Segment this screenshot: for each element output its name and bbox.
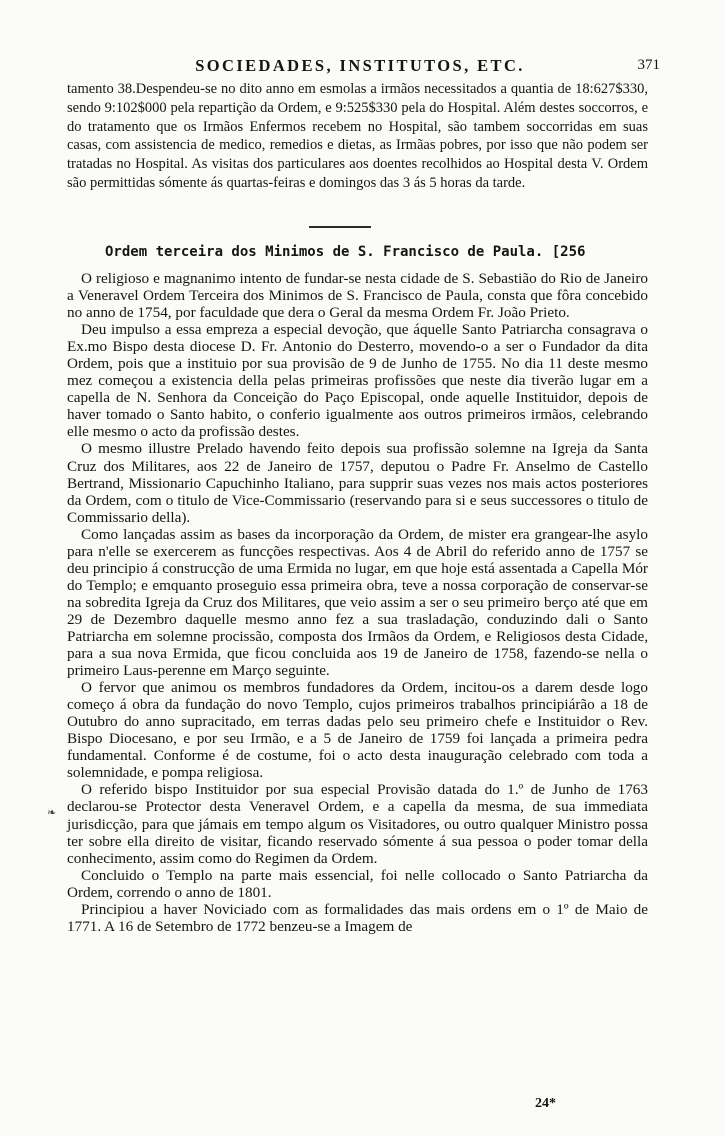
- section-heading: Ordem terceira dos Minimos de S. Francisco de Paula. [256: [105, 244, 586, 260]
- continued-paragraph: tamento 38.Despendeu-se no dito anno em esmolas a irmãos necessitados a quantia de 18:627$330, sendo 9:102$000 pela repartição da Ordem, e 9:525$330 pela do Hospital. Além destes soccorros, e do tratamento que os Irmãos Enfermos recebem no Hospital, são tambem soccorridas em suas casas, com assistencia de medico, remedios e dietas, as Irmãas pobres, por isso que não podem ser tratadas no Hospital. As visitas dos particulares aos doentes recolhidos ao Hospital desta V. Ordem são permittidas sómente ás quartas-feiras e domingos das 3 ás 5 horas da tarde.: [67, 81, 648, 191]
- paragraph: O referido bispo Instituidor por sua especial Provisão datada do 1.º de Junho de 1763 declarou-se Protector desta Veneravel Ordem, e a capella da mesma, de sua immediata jurisdicção, para que jámais em tempo algum os Visitadores, ou outro qualquer Ministro possa ter sobre ella direito de visitar, ficando reservado sómente á sua pessoa o poder tomar della conhecimento, assim como do Regimen da Ordem.: [67, 781, 648, 867]
- paragraph: O fervor que animou os membros fundadores da Ordem, incitou-os a darem desde logo começo á obra da fundação do novo Templo, cujos primeiros trabalhos principiárão a 18 de Outubro do anno supracitado, em terras dadas pelo seu primeiro chefe e Instituidor o Rev. Bispo Diocesano, e por seu Irmão, e a 5 de Janeiro de 1759 foi lançada a primeira pedra fundamental. Conforme é de costume, foi o acto desta inauguração celebrado com toda a solemnidade, e pompa religiosa.: [67, 679, 648, 782]
- paragraph: Principiou a haver Noviciado com as formalidades das mais ordens em o 1º de Maio de 1771. A 16 de Setembro de 1772 benzeu-se a Imagem de: [67, 900, 648, 935]
- running-head: [60, 56, 660, 80]
- continued-text: [67, 80, 648, 193]
- paragraph: Deu impulso a essa empreza a especial devoção, que áquelle Santo Patriarcha consagrava o Ex.mo Bispo desta diocese D. Fr. Antonio do Desterro, movendo-o a ser o Fundador da dita Ordem, pois que a instituio por sua provisão de 9 de Junho de 1755. No dia 11 deste mesmo mez começou a existencia della pelas primeiras profissões que neste dia tiverão lugar em a capella de N. Senhora da Conceição do Paço Episcopal, onde aquelle Instituidor, depois de haver tomado o Santo habito, o conferio igualmente aos outros primeiros irmãos, celebrando elle mesmo o acto da profissão destes.: [67, 321, 648, 441]
- paragraph: Como lançadas assim as bases da incorporação da Ordem, de mister era grangear-lhe asylo para n'elle se exercerem as funcções respectivas. Aos 4 de Abril do referido anno de 1757 se deu principio á construcção de uma Ermida no lugar, em que hoje está assentada a Capella Mór do Templo; e emquanto proseguio essa primeira obra, teve a nossa corporação de conservar-se na sobredita Igreja da Cruz dos Militares, que veio assim a ser o seu primeiro berço até que em 29 de Dezembro daquelle mesmo anno fez a sua trasladação, conduzindo dali o Santo Patriarcha em solemne procissão, composta dos Irmãos da Ordem, e Religiosos desta Cidade, para a sua nova Ermida, que ficou concluida aos 19 de Janeiro de 1758, fazendo-se nella o primeiro Laus-perenne em Março seguinte.: [67, 525, 648, 680]
- running-head-title: SOCIEDADES, INSTITUTOS, ETC.: [195, 56, 525, 75]
- section-divider: [309, 226, 371, 228]
- margin-mark: ❧: [47, 806, 57, 819]
- article: [67, 240, 648, 935]
- paragraph: O mesmo illustre Prelado havendo feito depois sua profissão solemne na Igreja da Santa Cruz dos Militares, aos 22 de Janeiro de 1757, deputou o Padre Fr. Anselmo de Castello Bertrand, Missionario Capuchinho Italiano, para supprir suas vezes nos mais actos posteriores da Ordem, com o titulo de Vice-Commissario (reservando para si e seus successores o titulo de Commissario della).: [67, 440, 648, 526]
- page-number: 371: [637, 57, 660, 73]
- signature-mark: 24*: [535, 1096, 556, 1111]
- paragraph: O religioso e magnanimo intento de fundar-se nesta cidade de S. Sebastião do Rio de Janeiro a Veneravel Ordem Terceira dos Minimos de S. Francisco de Paula, consta que fôra concebido no anno de 1754, por faculdade que dera o Geral da mesma Ordem Fr. João Prieto.: [67, 270, 648, 322]
- paragraph: Concluido o Templo na parte mais essencial, foi nelle collocado o Santo Patriarcha da Ordem, correndo o anno de 1801.: [67, 866, 648, 901]
